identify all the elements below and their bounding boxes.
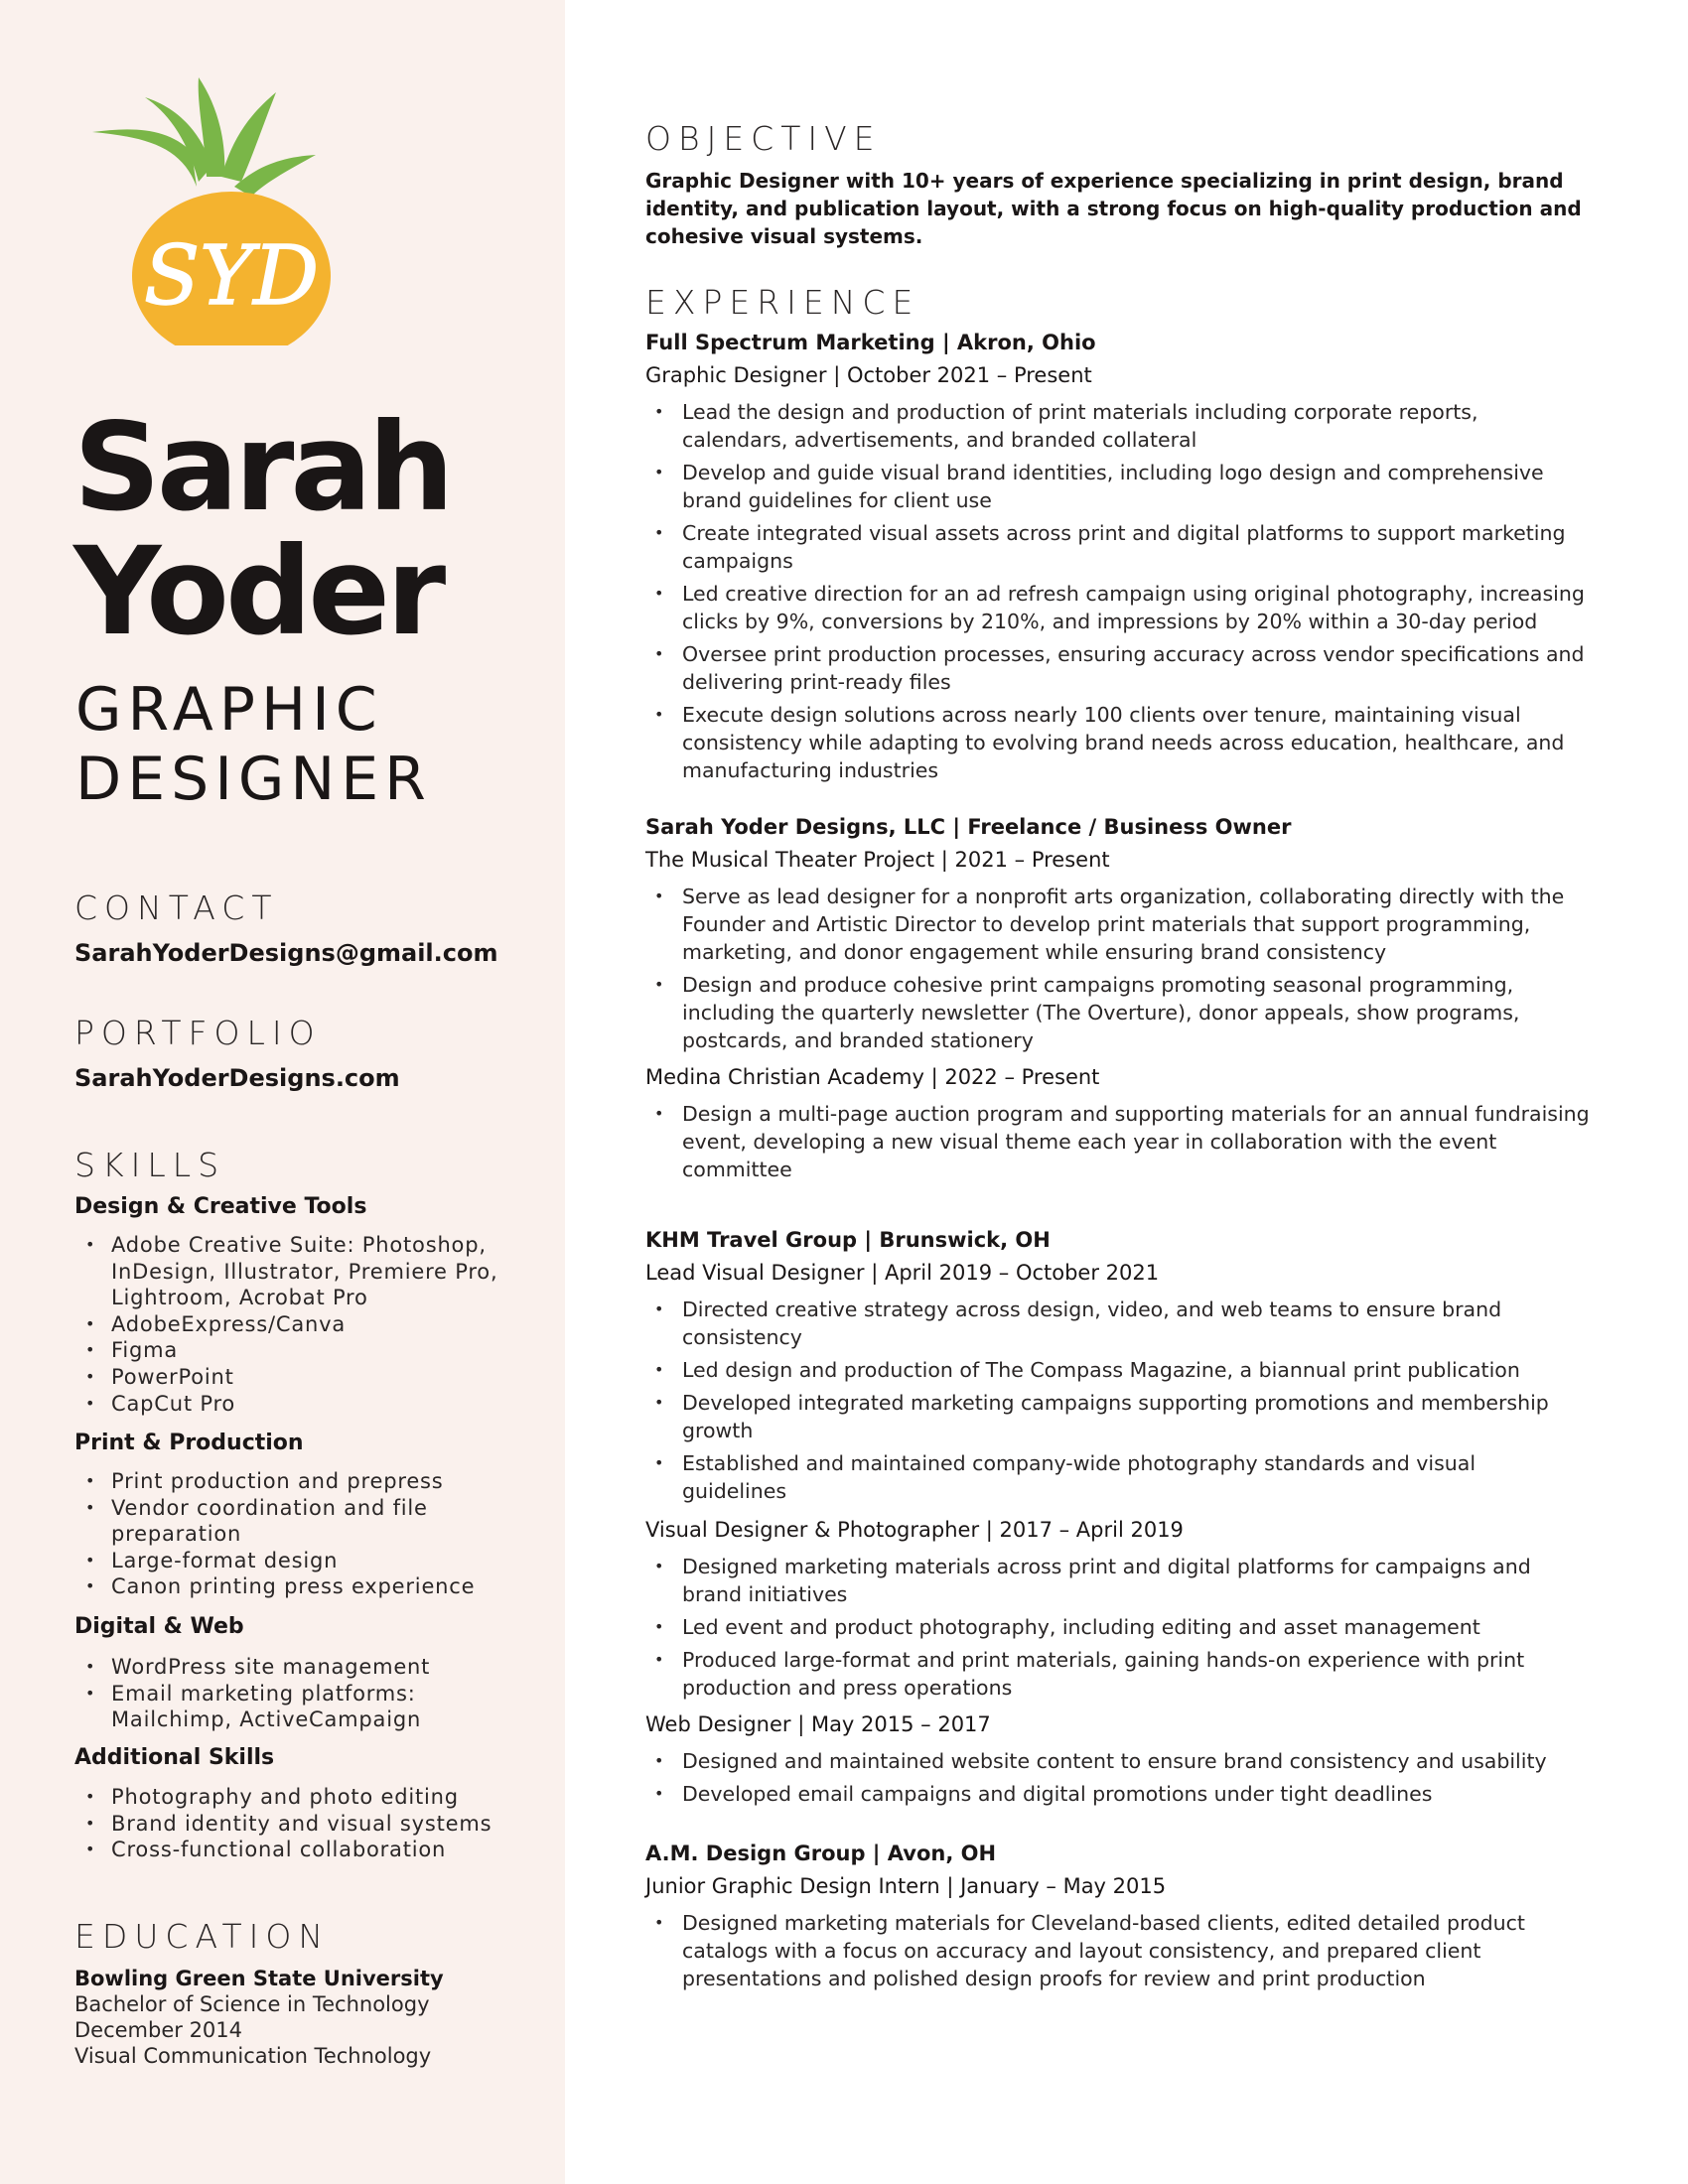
role-line-1: GRAPHIC <box>75 675 383 745</box>
logo-monogram: SYD <box>143 229 320 324</box>
bullet-item: • Execute design solutions across nearly 100 clients over tenure, maintaining visual consistency while adapting to evolving brand needs across education, healthcare, and manufacturing industries <box>645 701 1616 784</box>
education-school: Bowling Green State University <box>74 1967 444 1990</box>
bullet-list <box>645 398 1609 789</box>
job-title: Lead Visual Designer | April 2019 – October 2021 <box>645 1261 1160 1285</box>
bullet-list <box>645 1100 1609 1188</box>
education-date: December 2014 <box>74 2018 243 2042</box>
bullet-item: • Designed and maintained website content to ensure brand consistency and usability <box>645 1747 1609 1775</box>
job-title: Web Designer | May 2015 – 2017 <box>645 1712 991 1736</box>
bullet-list <box>645 1553 1609 1706</box>
skill-item: • WordPress site management <box>81 1654 498 1681</box>
bullet-list <box>645 1296 1609 1510</box>
name-last: Yoder <box>73 521 443 662</box>
objective-text: Graphic Designer with 10+ years of experience specializing in print design, brand identity, and publication layout, with a strong focus on high-quality production and cohesive visual systems. <box>645 169 1582 248</box>
skill-item: • Print production and prepress <box>81 1468 498 1495</box>
job-title: Visual Designer & Photographer | 2017 – April 2019 <box>645 1518 1184 1542</box>
skill-item: • Adobe Creative Suite: Photoshop, InDesign, Illustrator, Premiere Pro, Lightroom, Acrobat Pro <box>81 1232 498 1311</box>
skill-group-title: Digital & Web <box>74 1614 244 1639</box>
skill-list <box>81 1468 498 1600</box>
company-name: KHM Travel Group | Brunswick, OH <box>645 1228 1051 1252</box>
skill-item: • Brand identity and visual systems <box>81 1811 498 1838</box>
name-first: Sarah <box>73 397 451 538</box>
portfolio-link[interactable]: SarahYoderDesigns.com <box>74 1064 400 1092</box>
skill-group-title: Print & Production <box>74 1431 304 1455</box>
skill-item: • Large-format design <box>81 1548 498 1574</box>
bullet-item: • Designed marketing materials across print and digital platforms for campaigns and brand initiatives <box>645 1553 1596 1608</box>
skills-heading: SKILLS <box>74 1146 226 1184</box>
education-degree: Bachelor of Science in Technology <box>74 1992 430 2016</box>
bullet-item: • Led creative direction for an ad refresh campaign using original photography, increasing clicks by 9%, conversions by 210%, and impressions by 20% within a 30-day period <box>645 580 1609 635</box>
skill-item: • Figma <box>81 1337 498 1364</box>
skill-item: • AdobeExpress/Canva <box>81 1311 498 1338</box>
bullet-item: • Design a multi-page auction program and supporting materials for an annual fundraising event, developing a new visual theme each year in collaboration with the event committee <box>645 1100 1596 1183</box>
skill-item: • CapCut Pro <box>81 1391 498 1418</box>
contact-email[interactable]: SarahYoderDesigns@gmail.com <box>74 939 498 967</box>
skill-group-title: Additional Skills <box>74 1745 275 1770</box>
job-title: The Musical Theater Project | 2021 – Present <box>645 848 1110 872</box>
skill-item: • Cross-functional collaboration <box>81 1837 498 1863</box>
portfolio-heading: PORTFOLIO <box>74 1014 322 1052</box>
education-heading: EDUCATION <box>74 1917 331 1956</box>
role-line-2: DESIGNER <box>75 745 432 814</box>
bullet-item: • Led design and production of The Compass Magazine, a biannual print publication <box>645 1356 1609 1384</box>
job-title: Medina Christian Academy | 2022 – Present <box>645 1065 1100 1089</box>
objective-heading: OBJECTIVE <box>645 119 882 158</box>
job-title: Junior Graphic Design Intern | January – May 2015 <box>645 1874 1167 1898</box>
bullet-item: • Produced large-format and print materials, gaining hands-on experience with print production and press operations <box>645 1646 1596 1702</box>
skill-item: • Photography and photo editing <box>81 1784 498 1811</box>
bullet-list <box>645 883 1609 1059</box>
bullet-item: • Oversee print production processes, ensuring accuracy across vendor specifications and delivering print-ready files <box>645 640 1596 696</box>
experience-heading: EXPERIENCE <box>645 283 920 322</box>
bullet-item: • Serve as lead designer for a nonprofit arts organization, collaborating directly with the Founder and Artistic Director to develop print materials that support programming, marketing, and donor engagement while ensuring brand consistency <box>645 883 1616 966</box>
bullet-item: • Led event and product photography, including editing and asset management <box>645 1613 1609 1641</box>
skill-item: • Vendor coordination and file preparation <box>81 1495 429 1548</box>
contact-heading: CONTACT <box>74 888 279 927</box>
bullet-item: • Developed integrated marketing campaigns supporting promotions and membership growth <box>645 1389 1596 1444</box>
bullet-item: • Design and produce cohesive print campaigns promoting seasonal programming, including the quarterly newsletter (The Overture), donor appeals, show programs, postcards, and branded stationery <box>645 971 1576 1054</box>
bullet-item: • Create integrated visual assets across print and digital platforms to support marketing campaigns <box>645 519 1616 575</box>
skill-item: • PowerPoint <box>81 1364 498 1391</box>
bullet-item: • Designed marketing materials for Cleveland-based clients, edited detailed product catalogs with a focus on accuracy and layout consistency, and prepared client presentations and polished design proofs for review and print production <box>645 1909 1586 1992</box>
skill-list <box>81 1654 498 1733</box>
skill-group-title: Design & Creative Tools <box>74 1194 367 1219</box>
skill-item: • Canon printing press experience <box>81 1573 498 1600</box>
bullet-item: • Directed creative strategy across design, video, and web teams to ensure brand consistency <box>645 1296 1576 1351</box>
company-name: A.M. Design Group | Avon, OH <box>645 1842 997 1865</box>
job-title: Graphic Designer | October 2021 – Present <box>645 363 1092 387</box>
bullet-list <box>645 1747 1609 1813</box>
company-name: Full Spectrum Marketing | Akron, Ohio <box>645 331 1096 354</box>
skill-list <box>81 1232 498 1417</box>
bullet-list <box>645 1909 1609 1997</box>
bullet-item: • Established and maintained company-wide photography standards and visual guidelines <box>645 1449 1556 1505</box>
skill-list <box>81 1784 498 1863</box>
sidebar <box>0 0 565 2184</box>
bullet-item: • Developed email campaigns and digital promotions under tight deadlines <box>645 1780 1609 1808</box>
skill-item: • Email marketing platforms: Mailchimp, ActiveCampaign <box>81 1681 449 1733</box>
education-major: Visual Communication Technology <box>74 2044 432 2068</box>
pineapple-leaves <box>92 77 316 197</box>
bullet-item: • Lead the design and production of print materials including corporate reports, calendars, advertisements, and branded collateral <box>645 398 1556 454</box>
bullet-item: • Develop and guide visual brand identities, including logo design and comprehensive brand guidelines for client use <box>645 459 1576 514</box>
pineapple-icon <box>87 77 365 345</box>
company-name: Sarah Yoder Designs, LLC | Freelance / Business Owner <box>645 815 1292 839</box>
